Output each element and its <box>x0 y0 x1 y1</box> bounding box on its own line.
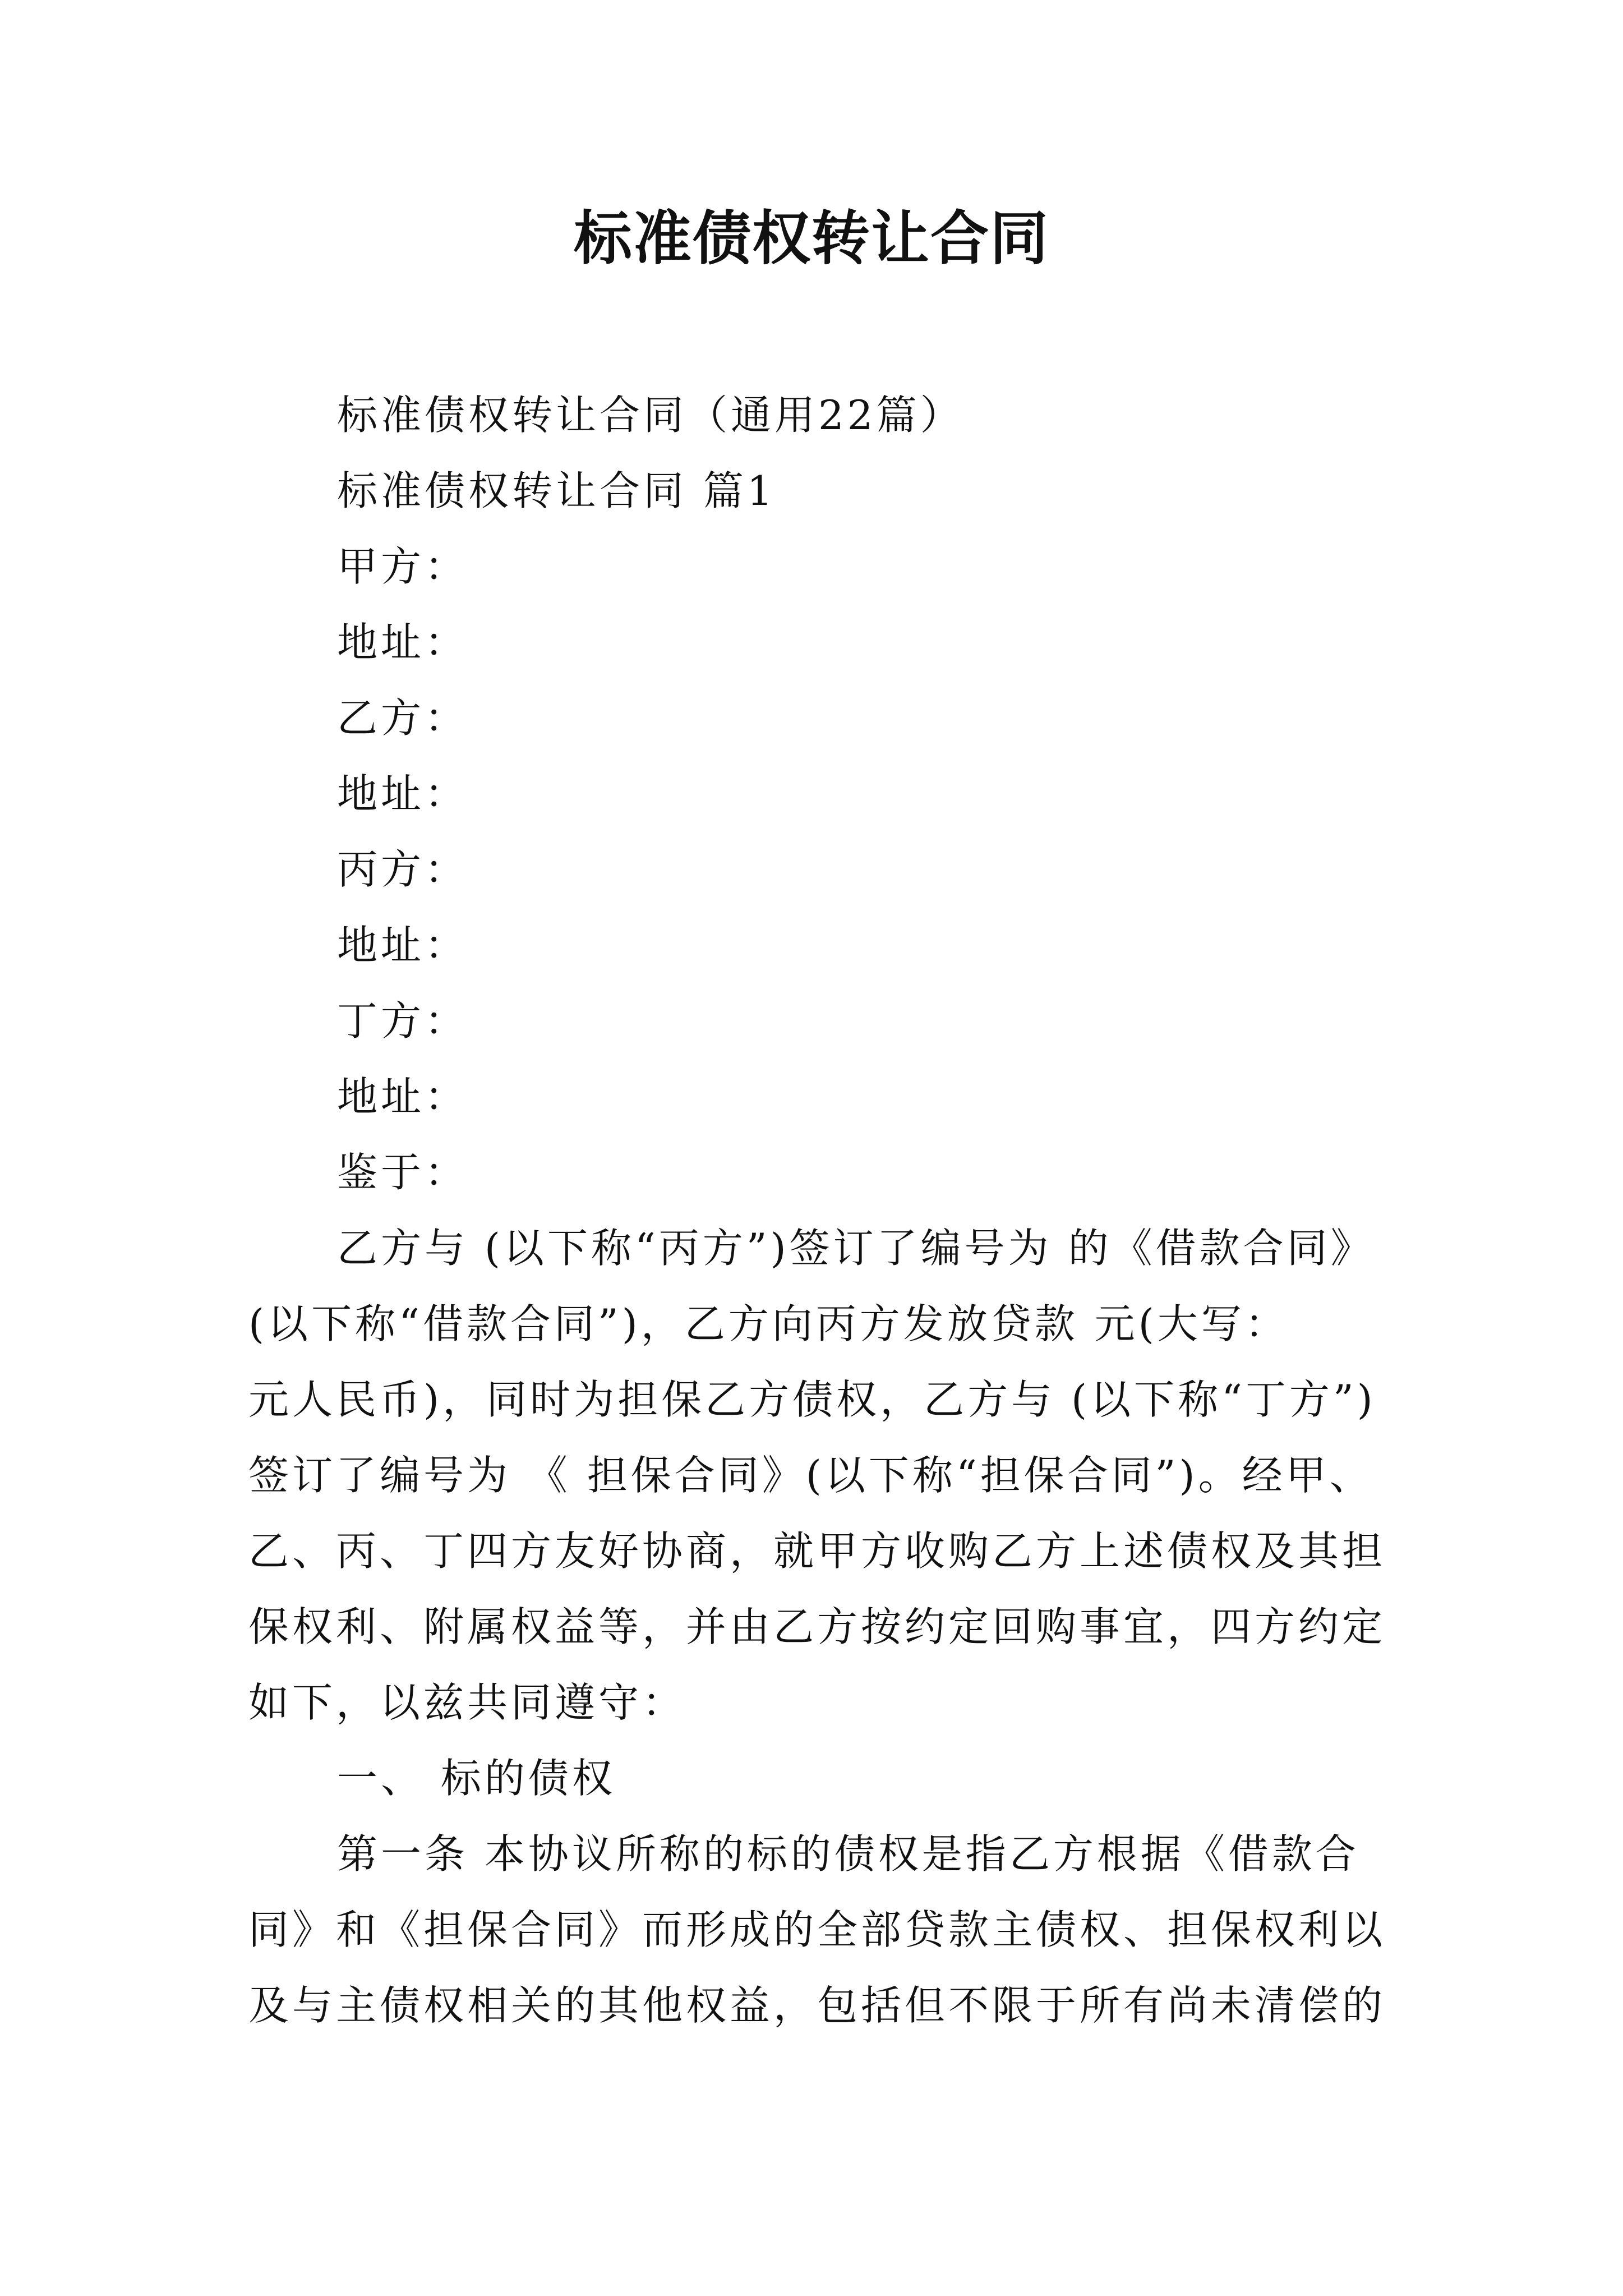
party-c-address-label: 地址： <box>337 922 469 969</box>
paragraph-line: (以下称“借款合同”)，乙方向丙方发放贷款 元(大写： <box>248 1300 1289 1347</box>
party-c-label: 丙方： <box>337 846 469 893</box>
party-b-address-label: 地址： <box>337 770 469 817</box>
paragraph-line: 如下，以兹共同遵守： <box>248 1679 686 1726</box>
paragraph-line: 及与主债权相关的其他权益，包括但不限于所有尚未清偿的 <box>248 1982 1386 2029</box>
paragraph-line: 元人民币)，同时为担保乙方债权，乙方与 (以下称“丁方”) <box>248 1376 1376 1423</box>
paragraph-line: 签订了编号为 《 担保合同》(以下称“担保合同”)。经甲、 <box>248 1452 1373 1499</box>
party-a-label: 甲方： <box>337 543 469 590</box>
party-d-address-label: 地址： <box>337 1073 469 1120</box>
party-b-label: 乙方： <box>337 694 469 742</box>
document-title: 标准债权转让合同 <box>573 204 1049 273</box>
paragraph-line: 同》和《担保合同》而形成的全部贷款主债权、担保权利以 <box>248 1906 1386 1953</box>
article-heading: 一、 标的债权 <box>337 1755 616 1802</box>
party-d-label: 丁方： <box>337 997 469 1045</box>
paragraph-line: 乙、丙、丁四方友好协商，就甲方收购乙方上述债权及其担 <box>248 1527 1386 1575</box>
document-subtitle: 标准债权转让合同（通用22篇） <box>337 392 964 439</box>
paragraph-line: 保权利、附属权益等，并由乙方按约定回购事宜，四方约定 <box>248 1603 1386 1650</box>
whereas-label: 鉴于： <box>337 1149 469 1196</box>
party-a-address-label: 地址： <box>337 619 469 666</box>
section-heading: 标准债权转让合同 篇1 <box>337 467 776 514</box>
paragraph-line: 乙方与 (以下称“丙方”)签订了编号为 的《借款合同》 <box>337 1225 1375 1272</box>
paragraph-line: 第一条 本协议所称的标的债权是指乙方根据《借款合 <box>337 1830 1359 1878</box>
